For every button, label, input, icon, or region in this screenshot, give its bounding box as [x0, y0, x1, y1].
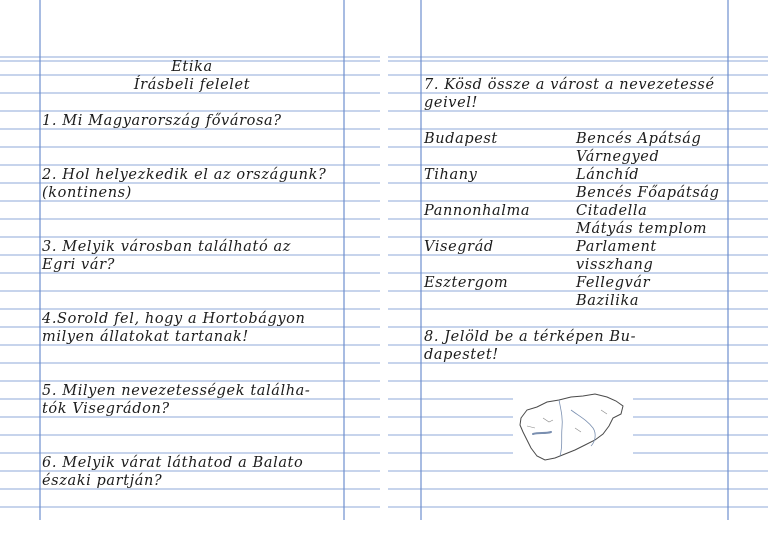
question-6-continued: északi partján? — [42, 473, 163, 489]
sight-fellegvar: Fellegvár — [576, 275, 651, 291]
question-2-continued: (kontinens) — [42, 185, 132, 201]
question-4-continued: milyen állatokat tartanak! — [42, 329, 249, 345]
question-6: 6. Melyik várat láthatod a Balato — [42, 455, 304, 471]
left-page — [0, 0, 380, 543]
question-7-continued: geivel! — [424, 95, 478, 111]
question-5: 5. Milyen nevezetességek találha- — [42, 383, 311, 399]
question-5-continued: tók Visegrádon? — [42, 401, 170, 417]
city-tihany: Tihany — [424, 167, 478, 183]
sight-matyas-templom: Mátyás templom — [576, 221, 708, 237]
page-title: Etika — [171, 59, 213, 75]
question-3: 3. Melyik városban található az — [42, 239, 291, 255]
city-pannonhalma: Pannonhalma — [424, 203, 531, 219]
city-budapest: Budapest — [424, 131, 498, 147]
question-8-continued: dapestet! — [424, 347, 499, 363]
question-7: 7. Kösd össze a várost a nevezetessé — [424, 77, 715, 93]
question-3-continued: Egri vár? — [42, 257, 115, 273]
city-esztergom: Esztergom — [424, 275, 509, 291]
sight-lanchid: Lánchíd — [576, 167, 640, 183]
question-2: 2. Hol helyezkedik el az országunk? — [42, 167, 327, 183]
sight-bences-apatsag: Bencés Apátság — [576, 131, 702, 147]
question-1: 1. Mi Magyarország fővárosa? — [42, 113, 282, 129]
sight-parlament: Parlament — [576, 239, 657, 255]
page-subtitle: Írásbeli felelet — [133, 77, 251, 93]
question-4: 4.Sorold fel, hogy a Hortobágyon — [42, 311, 306, 327]
sight-bences-foapatsag: Bencés Főapátság — [576, 185, 720, 201]
sight-citadella: Citadella — [576, 203, 648, 219]
sight-varnegyed: Várnegyed — [576, 149, 660, 165]
hungary-map-icon — [513, 388, 633, 468]
sight-visszhang: visszhang — [576, 257, 654, 273]
question-8: 8. Jelöld be a térképen Bu- — [424, 329, 637, 345]
city-visegrad: Visegrád — [424, 239, 494, 255]
right-page — [388, 0, 768, 543]
sight-bazilika: Bazilika — [576, 293, 640, 309]
